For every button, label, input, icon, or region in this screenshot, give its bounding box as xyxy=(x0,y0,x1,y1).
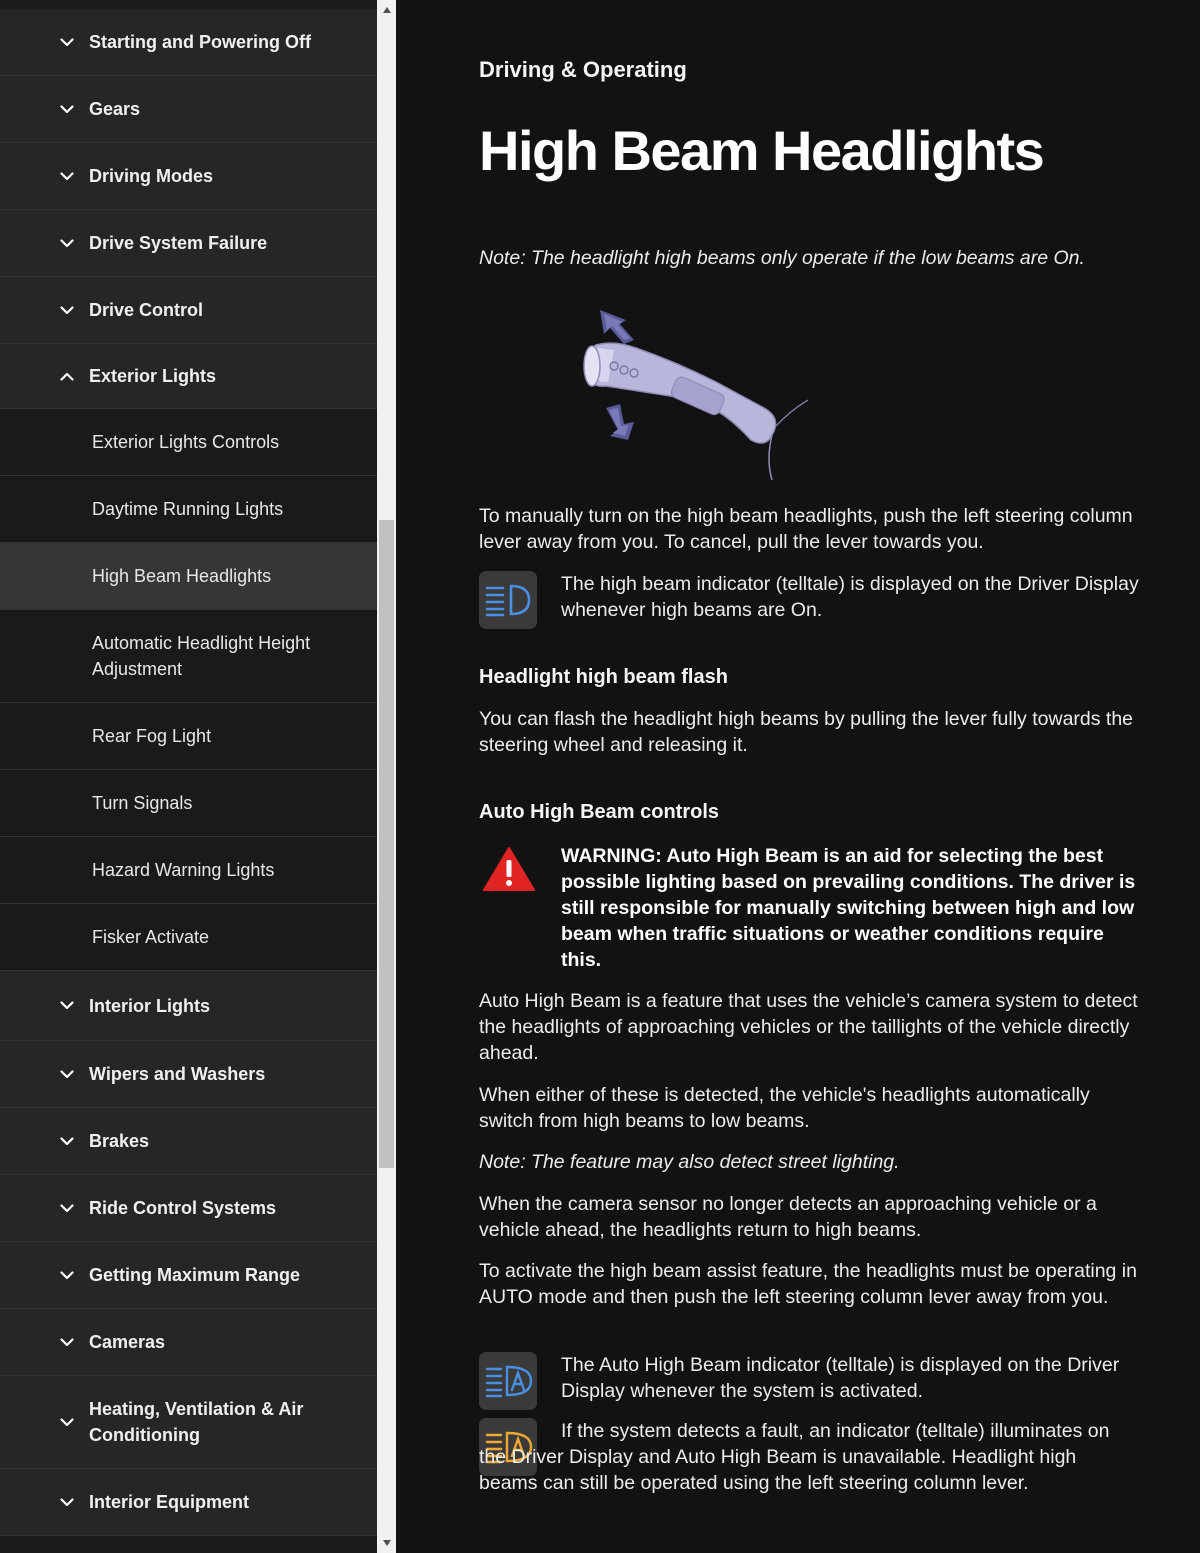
chevron-down-icon xyxy=(58,100,76,118)
sidebar-item-label: Gears xyxy=(89,99,141,119)
chevron-down-icon xyxy=(58,234,76,252)
sidebar-item-hazard-warning-lights[interactable] xyxy=(0,837,377,904)
sidebar-item-label: High Beam Headlights xyxy=(92,566,272,586)
sidebar-item-exterior-lights[interactable] xyxy=(0,344,377,409)
chevron-down-icon xyxy=(58,1493,76,1511)
note-text: The headlight high beams only operate if the low beams are On. xyxy=(525,247,1085,269)
sidebar-item-label: Drive System Failure xyxy=(89,233,268,253)
return-high-beam-paragraph: When the camera sensor no longer detects an approaching vehicle or a vehicle ahead, the headlights return to high beams. xyxy=(479,1193,1097,1241)
sidebar-item-label: Daytime Running Lights xyxy=(92,499,284,519)
sidebar-item-label: Heating, Ventilation & Air Conditioning xyxy=(89,1399,304,1445)
sidebar-item-label: Automatic Headlight Height Adjustment xyxy=(92,633,311,679)
auto-high-beam-description: Auto High Beam is a feature that uses the vehicle’s camera system to detect the headlights of approaching vehicles or the taillights of the vehicle directly ahead. xyxy=(479,990,1138,1064)
scroll-up-arrow-icon[interactable] xyxy=(377,0,396,20)
sidebar-item-label: Interior Equipment xyxy=(89,1492,250,1512)
sidebar-item-label: Driving Modes xyxy=(89,166,214,186)
main-content xyxy=(396,0,1200,1553)
sidebar-item-automatic-headlight-height-adjustment[interactable] xyxy=(0,610,377,703)
chevron-down-icon xyxy=(58,1413,76,1431)
warning-icon xyxy=(482,846,536,892)
sidebar-item-daytime-running-lights[interactable] xyxy=(0,476,377,543)
sidebar-item-heating-ventilation-and-air-conditioning[interactable] xyxy=(0,1376,377,1469)
note-paragraph xyxy=(479,245,1179,271)
sidebar-item-label: Brakes xyxy=(89,1131,150,1151)
section-title: Driving & Operating xyxy=(479,57,687,82)
scrollbar-thumb[interactable] xyxy=(379,520,394,1168)
warning-text: WARNING: Auto High Beam is an aid for selecting the best possible lighting based on prevailing conditions. The driver is still responsible for manually switching between high and low beam when traffic situations or weather conditions require this. xyxy=(561,845,1136,971)
sidebar-item-gears[interactable] xyxy=(0,76,377,143)
flash-subheading: Headlight high beam flash xyxy=(479,666,728,688)
sidebar-item-brakes[interactable] xyxy=(0,1108,377,1175)
high-beam-icon xyxy=(479,571,537,629)
sidebar-item-turn-signals[interactable] xyxy=(0,770,377,837)
chevron-down-icon xyxy=(58,33,76,51)
sidebar-item-interior-equipment[interactable] xyxy=(0,1469,377,1536)
auto-high-beam-subheading: Auto High Beam controls xyxy=(479,801,720,823)
sidebar-item-high-beam-headlights[interactable] xyxy=(0,543,377,610)
sidebar-item-label: Turn Signals xyxy=(92,793,193,813)
sidebar-item-drive-system-failure[interactable] xyxy=(0,210,377,277)
steering-column-lever-illustration xyxy=(576,300,816,490)
auto-high-beam-fault-text: If the system detects a fault, an indicator (telltale) illuminates on the Driver Display and Auto High Beam is unavailable. Headlight high beams can still be operated using the left steering column lever. xyxy=(479,1420,1110,1494)
note-label: Note: xyxy=(479,247,526,269)
activation-paragraph: To activate the high beam assist feature, the headlights must be operating in AUTO mode and then push the left steering column lever away from you. xyxy=(479,1260,1137,1308)
sidebar-item-label: Drive Control xyxy=(89,300,204,320)
sidebar-item-label: Fisker Activate xyxy=(92,927,210,947)
sidebar-item-rear-fog-light[interactable] xyxy=(0,703,377,770)
sidebar-item-drive-control[interactable] xyxy=(0,277,377,344)
sidebar-item-label: Interior Lights xyxy=(89,995,210,1016)
sidebar-item-exterior-lights-controls[interactable] xyxy=(0,409,377,476)
sidebar-item-fisker-activate[interactable] xyxy=(0,904,377,971)
chevron-down-icon xyxy=(58,997,76,1015)
auto-high-beam-icon xyxy=(479,1352,537,1410)
chevron-down-icon xyxy=(58,1132,76,1150)
sidebar-item-starting-and-powering-off[interactable] xyxy=(0,9,377,76)
chevron-down-icon xyxy=(58,1266,76,1284)
note-text: The feature may also detect street lighting. xyxy=(525,1151,900,1173)
chevron-down-icon xyxy=(58,301,76,319)
sidebar-scrollbar[interactable] xyxy=(377,0,396,1553)
sidebar-nav xyxy=(0,0,377,1553)
sidebar-item-label: Cameras xyxy=(89,1332,166,1352)
high-beam-telltale-text: The high beam indicator (telltale) is displayed on the Driver Display whenever high beams are On. xyxy=(561,573,1139,621)
flash-paragraph: You can flash the headlight high beams by pulling the lever fully towards the steering wheel and releasing it. xyxy=(479,708,1134,756)
chevron-down-icon xyxy=(58,1199,76,1217)
scroll-down-arrow-icon[interactable] xyxy=(377,1533,396,1553)
note-street-lighting xyxy=(479,1149,1139,1175)
note-label: Note: xyxy=(479,1151,526,1173)
sidebar-item-label: Ride Control Systems xyxy=(89,1198,277,1218)
sidebar-item-interior-lights[interactable] xyxy=(0,971,377,1041)
auto-high-beam-telltale-text: The Auto High Beam indicator (telltale) is displayed on the Driver Display whenever the system is activated. xyxy=(561,1354,1120,1402)
detection-paragraph: When either of these is detected, the vehicle's headlights automatically switch from high beams to low beams. xyxy=(479,1084,1090,1132)
chevron-down-icon xyxy=(58,167,76,185)
chevron-up-icon xyxy=(58,367,76,385)
chevron-down-icon xyxy=(58,1333,76,1351)
sidebar-item-label: Rear Fog Light xyxy=(92,726,212,746)
sidebar-item-driving-modes[interactable] xyxy=(0,143,377,210)
sidebar-item-getting-maximum-range[interactable] xyxy=(0,1242,377,1309)
sidebar-item-cameras[interactable] xyxy=(0,1309,377,1376)
sidebar-item-label: Starting and Powering Off xyxy=(89,32,312,52)
sidebar-item-ride-control-systems[interactable] xyxy=(0,1175,377,1242)
sidebar-item-label: Exterior Lights xyxy=(89,366,217,386)
sidebar-item-wipers-and-washers[interactable] xyxy=(0,1041,377,1108)
manual-high-beam-paragraph: To manually turn on the high beam headlights, push the left steering column lever away from you. To cancel, pull the lever towards you. xyxy=(479,505,1133,553)
sidebar-item-label: Hazard Warning Lights xyxy=(92,860,275,880)
sidebar-item-label: Exterior Lights Controls xyxy=(92,432,280,452)
chevron-down-icon xyxy=(58,1065,76,1083)
sidebar-item-label: Getting Maximum Range xyxy=(89,1265,301,1285)
sidebar-item-label: Wipers and Washers xyxy=(89,1064,266,1084)
page-title: High Beam Headlights xyxy=(479,119,1044,182)
